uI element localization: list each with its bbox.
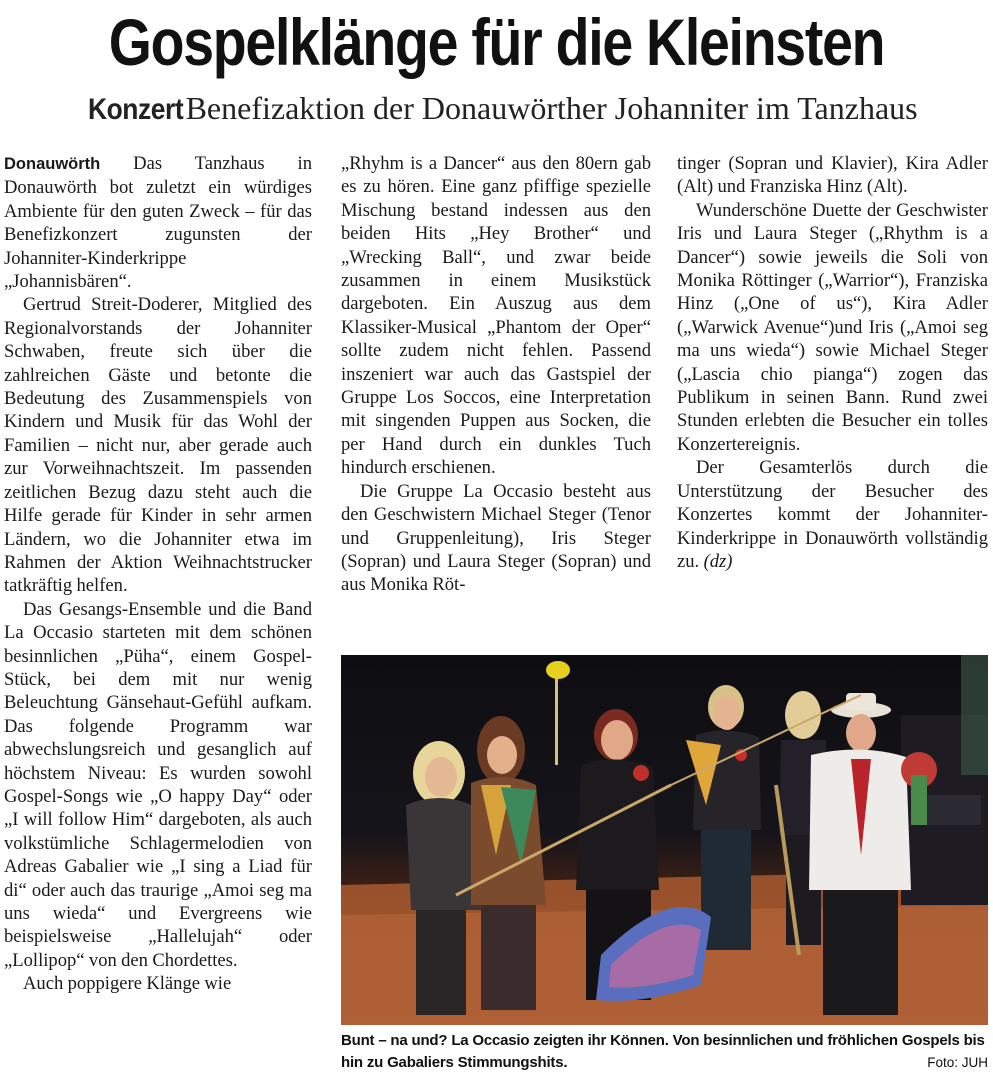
paragraph-3: Das Gesangs-Ensemble und die Band La Occasio starteten mit dem schönen besinnlichen „Püha“, einem Gospel-Stück, bei dem mit nur wenig Beleuchtung Gänsehaut-Gefühl aufkam. Das folgende Programm war abwechslungsreich und gesanglich auf höchstem Niveau: Es wurden sowohl Gospel-Songs wie „O happy Day“ oder „I will follow Him“ dargeboten, als auch volkstümliche Schlagermelodien von Adreas Gabalier wie „I sing a Liad für di“ oder auch das traurige „Amoi seg ma uns wieda“ und Evergreens wie beispielsweise „Hallelujah“ oder „Lollipop“ von den Chordettes. <box>4 598 312 971</box>
dateline: Donauwörth <box>4 155 101 173</box>
paragraph-6: Wunderschöne Duette der Geschwister Iris und Laura Steger („Rhythm is a Dancer“) sowie jeweils die Soli von Monika Röttinger („Warrior“), Franziska Hinz („One of us“), Kira Adler („Warwick Avenue“)und Iris („Amoi seg ma uns wieda“) sowie Michael Steger („Lascia chio pianga“) zogen das Publikum in seinen Bann. Rund zwei Stunden erlebten die Besucher ein tolles Konzertereignis. <box>677 199 988 455</box>
paragraph-4-continued: „Rhyhm is a Dancer“ aus den 80ern gab es zu hören. Eine ganz pfiffige spezielle Mischung bestand indessen aus den beiden Hits „Hey Brother“ und „Wrecking Ball“, und zwar beide zusammen in einem Musikstück dargeboten. Ein Auszug aus dem Klassiker-Musical „Phantom der Oper“ sollte zudem nicht fehlen. Passend inszeniert war auch das Gastspiel der Gruppe Los Soccos, eine Interpretation mit singenden Puppen aus Socken, die per Hand durch ein dunkles Tuch hindurch erschienen. <box>341 153 651 479</box>
headline: Gospelklänge für die Kleinsten <box>108 5 885 79</box>
photo-credit: Foto: JUH <box>927 1055 988 1070</box>
subheadline-row <box>0 86 993 132</box>
column-1 <box>4 152 312 996</box>
concert-photo <box>341 655 988 1025</box>
subheadline: Benefizaktion der Donauwörther Johanniter im Tanzhaus <box>185 90 918 126</box>
paragraph-7-text: Der Gesamterlös durch die Unterstützung der Besucher des Konzertes kommt der Johanniter-Kinderkrippe in Donauwörth vollständig zu. <box>677 457 988 572</box>
photo-caption: Bunt – na und? La Occasio zeigten ihr Können. Von besinnlichen und fröhlichen Gospels bis hin zu Gabaliers Stimmungshits. <box>341 1032 985 1071</box>
column-2 <box>341 152 651 597</box>
paragraph-1-text: Das Tanzhaus in Donauwörth bot zuletzt ein würdiges Ambiente für den guten Zweck – für das Benefizkonzert zugunsten der Johanniter-Kinderkrippe „Johannisbären“. <box>4 153 312 293</box>
kicker: Konzert <box>88 93 184 126</box>
author-initials: (dz) <box>703 550 733 572</box>
paragraph-7 <box>677 456 988 573</box>
column-3 <box>677 152 988 573</box>
paragraph-1 <box>4 152 312 293</box>
paragraph-4-start: Auch poppigere Klänge wie <box>23 973 232 995</box>
paragraph-2: Gertrud Streit-Doderer, Mitglied des Regionalvorstands der Johanniter Schwaben, freute sich über die zahlreichen Gäste und betonte die Bedeutung des Zusammenspiels von Kindern und Musik für das Wohl der Familien – nicht nur, aber gerade auch zur Vorweihnachtszeit. Im passenden zeitlichen Bezug dazu steht auch die Hilfe gerade für Kinder in sehr armen Ländern, wo die Johanniter etwa im Rahmen der Aktion Weihnachtstrucker tatkräftig helfen. <box>4 294 312 597</box>
paragraph-5: Die Gruppe La Occasio besteht aus den Geschwistern Michael Steger (Tenor und Gruppenleitung), Iris Steger (Sopran) und Laura Steger (Sopran) und aus Monika Röt- <box>341 480 651 596</box>
paragraph-5-continued: tinger (Sopran und Klavier), Kira Adler (Alt) und Franziska Hinz (Alt). <box>677 153 988 198</box>
